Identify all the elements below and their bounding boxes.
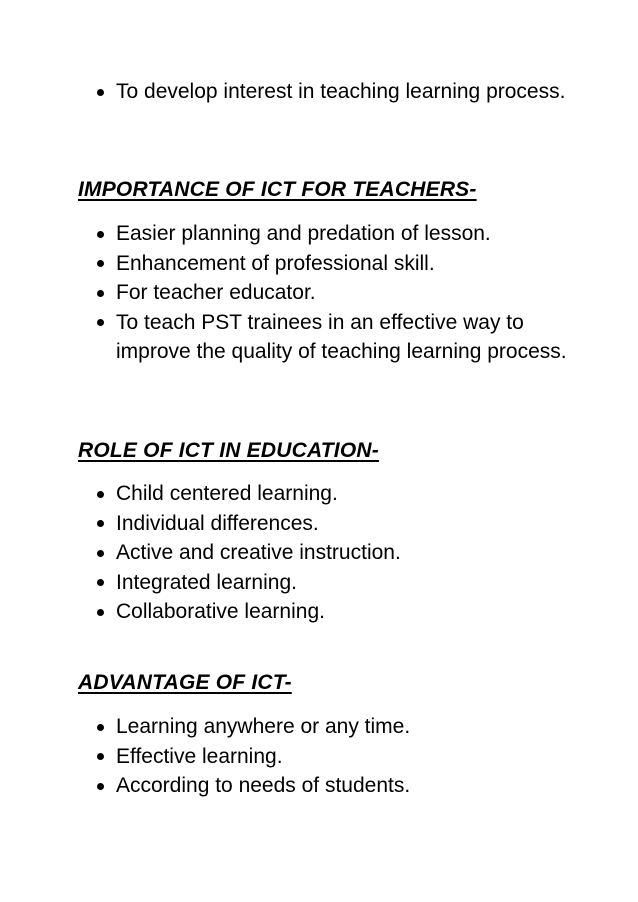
list-item-text: Easier planning and predation of lesson. <box>116 222 491 245</box>
list-item <box>0 219 638 249</box>
list-item <box>0 742 638 772</box>
bullet-icon <box>97 520 104 527</box>
section-heading-role: ROLE OF ICT IN EDUCATION- <box>78 439 379 462</box>
list-item-text: According to needs of students. <box>116 774 411 797</box>
list-item <box>0 597 638 627</box>
bullet-icon <box>97 290 104 297</box>
bullet-icon <box>97 260 104 267</box>
role-bullet-list <box>0 479 638 627</box>
list-item-text: Enhancement of professional skill. <box>116 251 435 275</box>
bullet-icon <box>97 753 104 760</box>
list-item <box>0 249 638 279</box>
list-item <box>0 278 638 308</box>
list-item <box>0 479 638 509</box>
list-item <box>0 568 638 598</box>
list-item-text: Active and creative instruction. <box>116 541 401 564</box>
bullet-icon <box>97 579 104 586</box>
list-item <box>0 538 638 568</box>
list-item <box>0 308 638 367</box>
list-item <box>0 77 638 107</box>
list-item <box>0 712 638 742</box>
list-item-text: For teacher educator. <box>116 281 316 304</box>
bullet-icon <box>97 319 104 326</box>
bullet-icon <box>97 550 104 557</box>
bullet-icon <box>97 491 104 498</box>
list-item <box>0 771 638 801</box>
list-item <box>0 509 638 539</box>
section-heading-advantage: ADVANTAGE OF ICT- <box>78 671 292 694</box>
bullet-icon <box>97 609 104 616</box>
list-item-text: Child centered learning. <box>116 482 338 505</box>
section-heading-importance: IMPORTANCE OF ICT FOR TEACHERS- <box>78 178 477 201</box>
list-item-text: Individual differences. <box>116 511 319 535</box>
bullet-icon <box>97 783 104 790</box>
list-item-text: Effective learning. <box>116 744 283 768</box>
bullet-icon <box>97 231 104 238</box>
list-item-text: To develop interest in teaching learning process. <box>116 80 566 103</box>
intro-bullet-list <box>0 77 638 107</box>
bullet-icon <box>97 89 104 96</box>
advantage-bullet-list <box>0 712 638 801</box>
list-item-text: Integrated learning. <box>116 570 297 594</box>
list-item-text: To teach PST trainees in an effective way to improve the quality of teaching learning process. <box>116 310 567 363</box>
importance-bullet-list <box>0 219 638 367</box>
bullet-icon <box>97 724 104 731</box>
list-item-text: Learning anywhere or any time. <box>116 715 411 738</box>
list-item-text: Collaborative learning. <box>116 600 325 623</box>
